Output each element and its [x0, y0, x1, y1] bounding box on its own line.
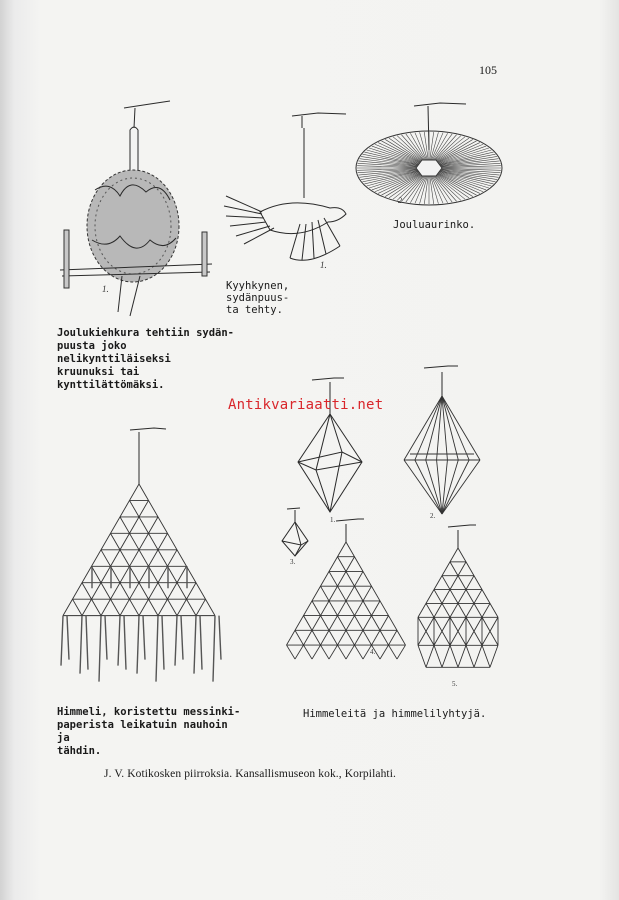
fig-number-small: 3.	[290, 558, 296, 566]
caption-sun: Jouluaurinko.	[393, 219, 476, 231]
caption-himmeli: Himmeli, koristettu messinki- paperista leikatuin nauhoin ja tähdin.	[57, 706, 241, 757]
lantern-illustration	[418, 525, 498, 688]
fig-number-bird: 1.	[320, 260, 327, 270]
triangle-himmeli-illustration	[287, 519, 406, 659]
dove-illustration	[224, 113, 346, 270]
bicone-illustration	[404, 366, 480, 520]
caption-wreath: Joulukiehkura tehtiin sydän- puusta joko nelikynttiläiseksi kruunuksi tai kynttilättömäksi.	[57, 327, 235, 391]
caption-lanterns: Himmeleitä ja himmelilyhtyjä.	[303, 708, 487, 720]
fig-number-wreath: 1.	[102, 284, 109, 294]
fig-number-sun: 2.	[398, 196, 404, 205]
wreath-illustration	[60, 101, 212, 316]
small-diamond-illustration	[282, 508, 308, 566]
sun-illustration	[356, 103, 502, 205]
page-number: 105	[479, 63, 497, 77]
fig-number-lantern: 5.	[452, 680, 458, 688]
watermark: Antikvariaatti.net	[228, 397, 384, 413]
fig-number-triangle: 4.	[370, 648, 376, 656]
caption-bird: Kyyhkynen, sydänpuus- ta tehty.	[226, 280, 290, 316]
caption-credit: J. V. Kotikosken piirroksia. Kansallismuseon kok., Korpilahti.	[104, 768, 396, 780]
fig-number-octahedron: 1.	[330, 516, 336, 524]
fig-number-bicone: 2.	[430, 512, 436, 520]
himmeli-illustration	[61, 428, 221, 682]
